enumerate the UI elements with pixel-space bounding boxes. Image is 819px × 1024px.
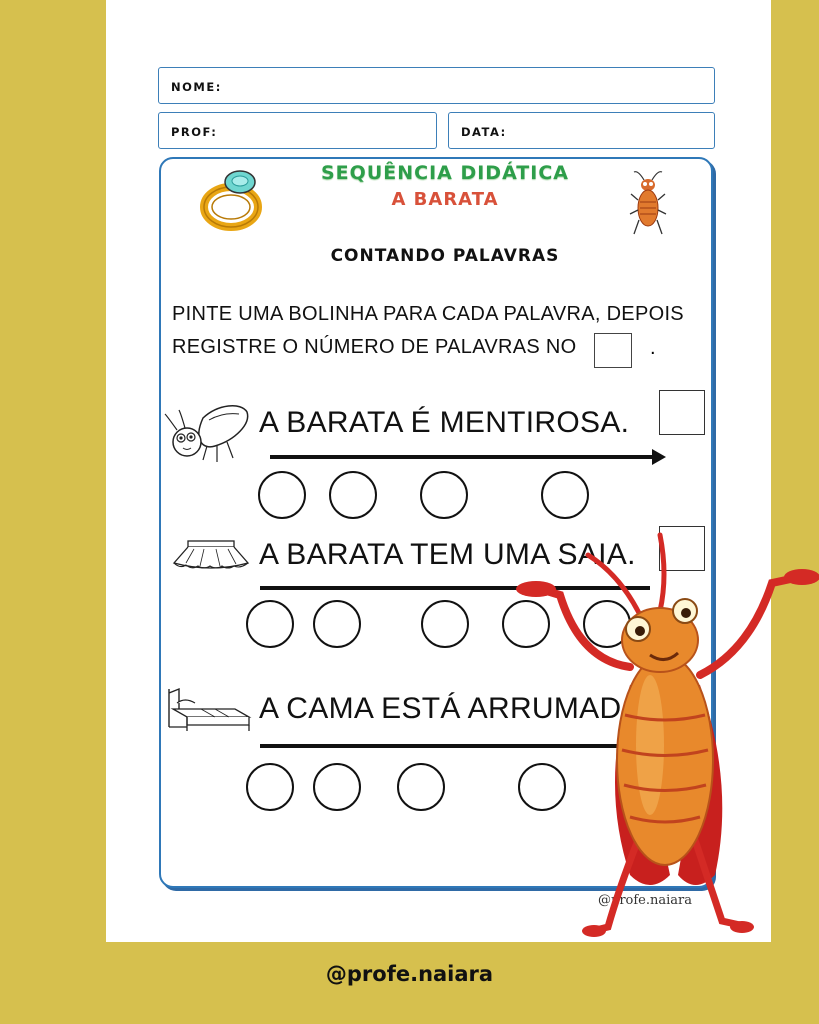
word-circle[interactable]	[313, 600, 361, 648]
sentence-3: A CAMA ESTÁ ARRUMAD	[259, 692, 622, 725]
sentence-1: A BARATA É MENTIROSA.	[259, 406, 630, 439]
name-label: NOME:	[171, 80, 222, 94]
instruction-line-2: REGISTRE O NÚMERO DE PALAVRAS NO	[172, 336, 577, 358]
teacher-label: PROF:	[171, 125, 218, 139]
cockroach-mascot-icon	[500, 555, 819, 945]
instruction-example-box	[594, 333, 632, 368]
word-circle[interactable]	[246, 763, 294, 811]
instruction-line-1: PINTE UMA BOLINHA PARA CADA PALAVRA, DEPOIS	[172, 303, 684, 325]
ring-icon	[200, 165, 264, 231]
date-field[interactable]	[448, 112, 715, 149]
word-circle[interactable]	[420, 471, 468, 519]
sequence-subtitle: A BARATA	[391, 189, 499, 210]
activity-title: CONTANDO PALAVRAS	[330, 246, 560, 266]
skirt-icon	[170, 539, 252, 571]
watermark-handle: @profe.naiara	[598, 893, 692, 908]
word-circle[interactable]	[397, 763, 445, 811]
word-circle[interactable]	[313, 763, 361, 811]
cockroach-outline-icon	[163, 400, 251, 466]
word-circle[interactable]	[246, 600, 294, 648]
date-label: DATA:	[461, 125, 507, 139]
name-field[interactable]	[158, 67, 715, 104]
word-circle[interactable]	[541, 471, 589, 519]
word-circle[interactable]	[421, 600, 469, 648]
small-cockroach-icon	[628, 170, 668, 242]
footer-handle: @profe.naiara	[325, 962, 494, 986]
bed-icon	[165, 683, 251, 733]
arrow-line-1	[270, 455, 655, 459]
word-circle[interactable]	[329, 471, 377, 519]
sentence-2: A BARATA TEM UMA SAIA.	[259, 538, 636, 571]
answer-box-1[interactable]	[659, 390, 705, 435]
arrowhead-1	[652, 449, 666, 465]
word-circle[interactable]	[258, 471, 306, 519]
teacher-field[interactable]	[158, 112, 437, 149]
instruction-end: .	[650, 337, 656, 359]
sequence-title: SEQUÊNCIA DIDÁTICA	[321, 162, 569, 184]
